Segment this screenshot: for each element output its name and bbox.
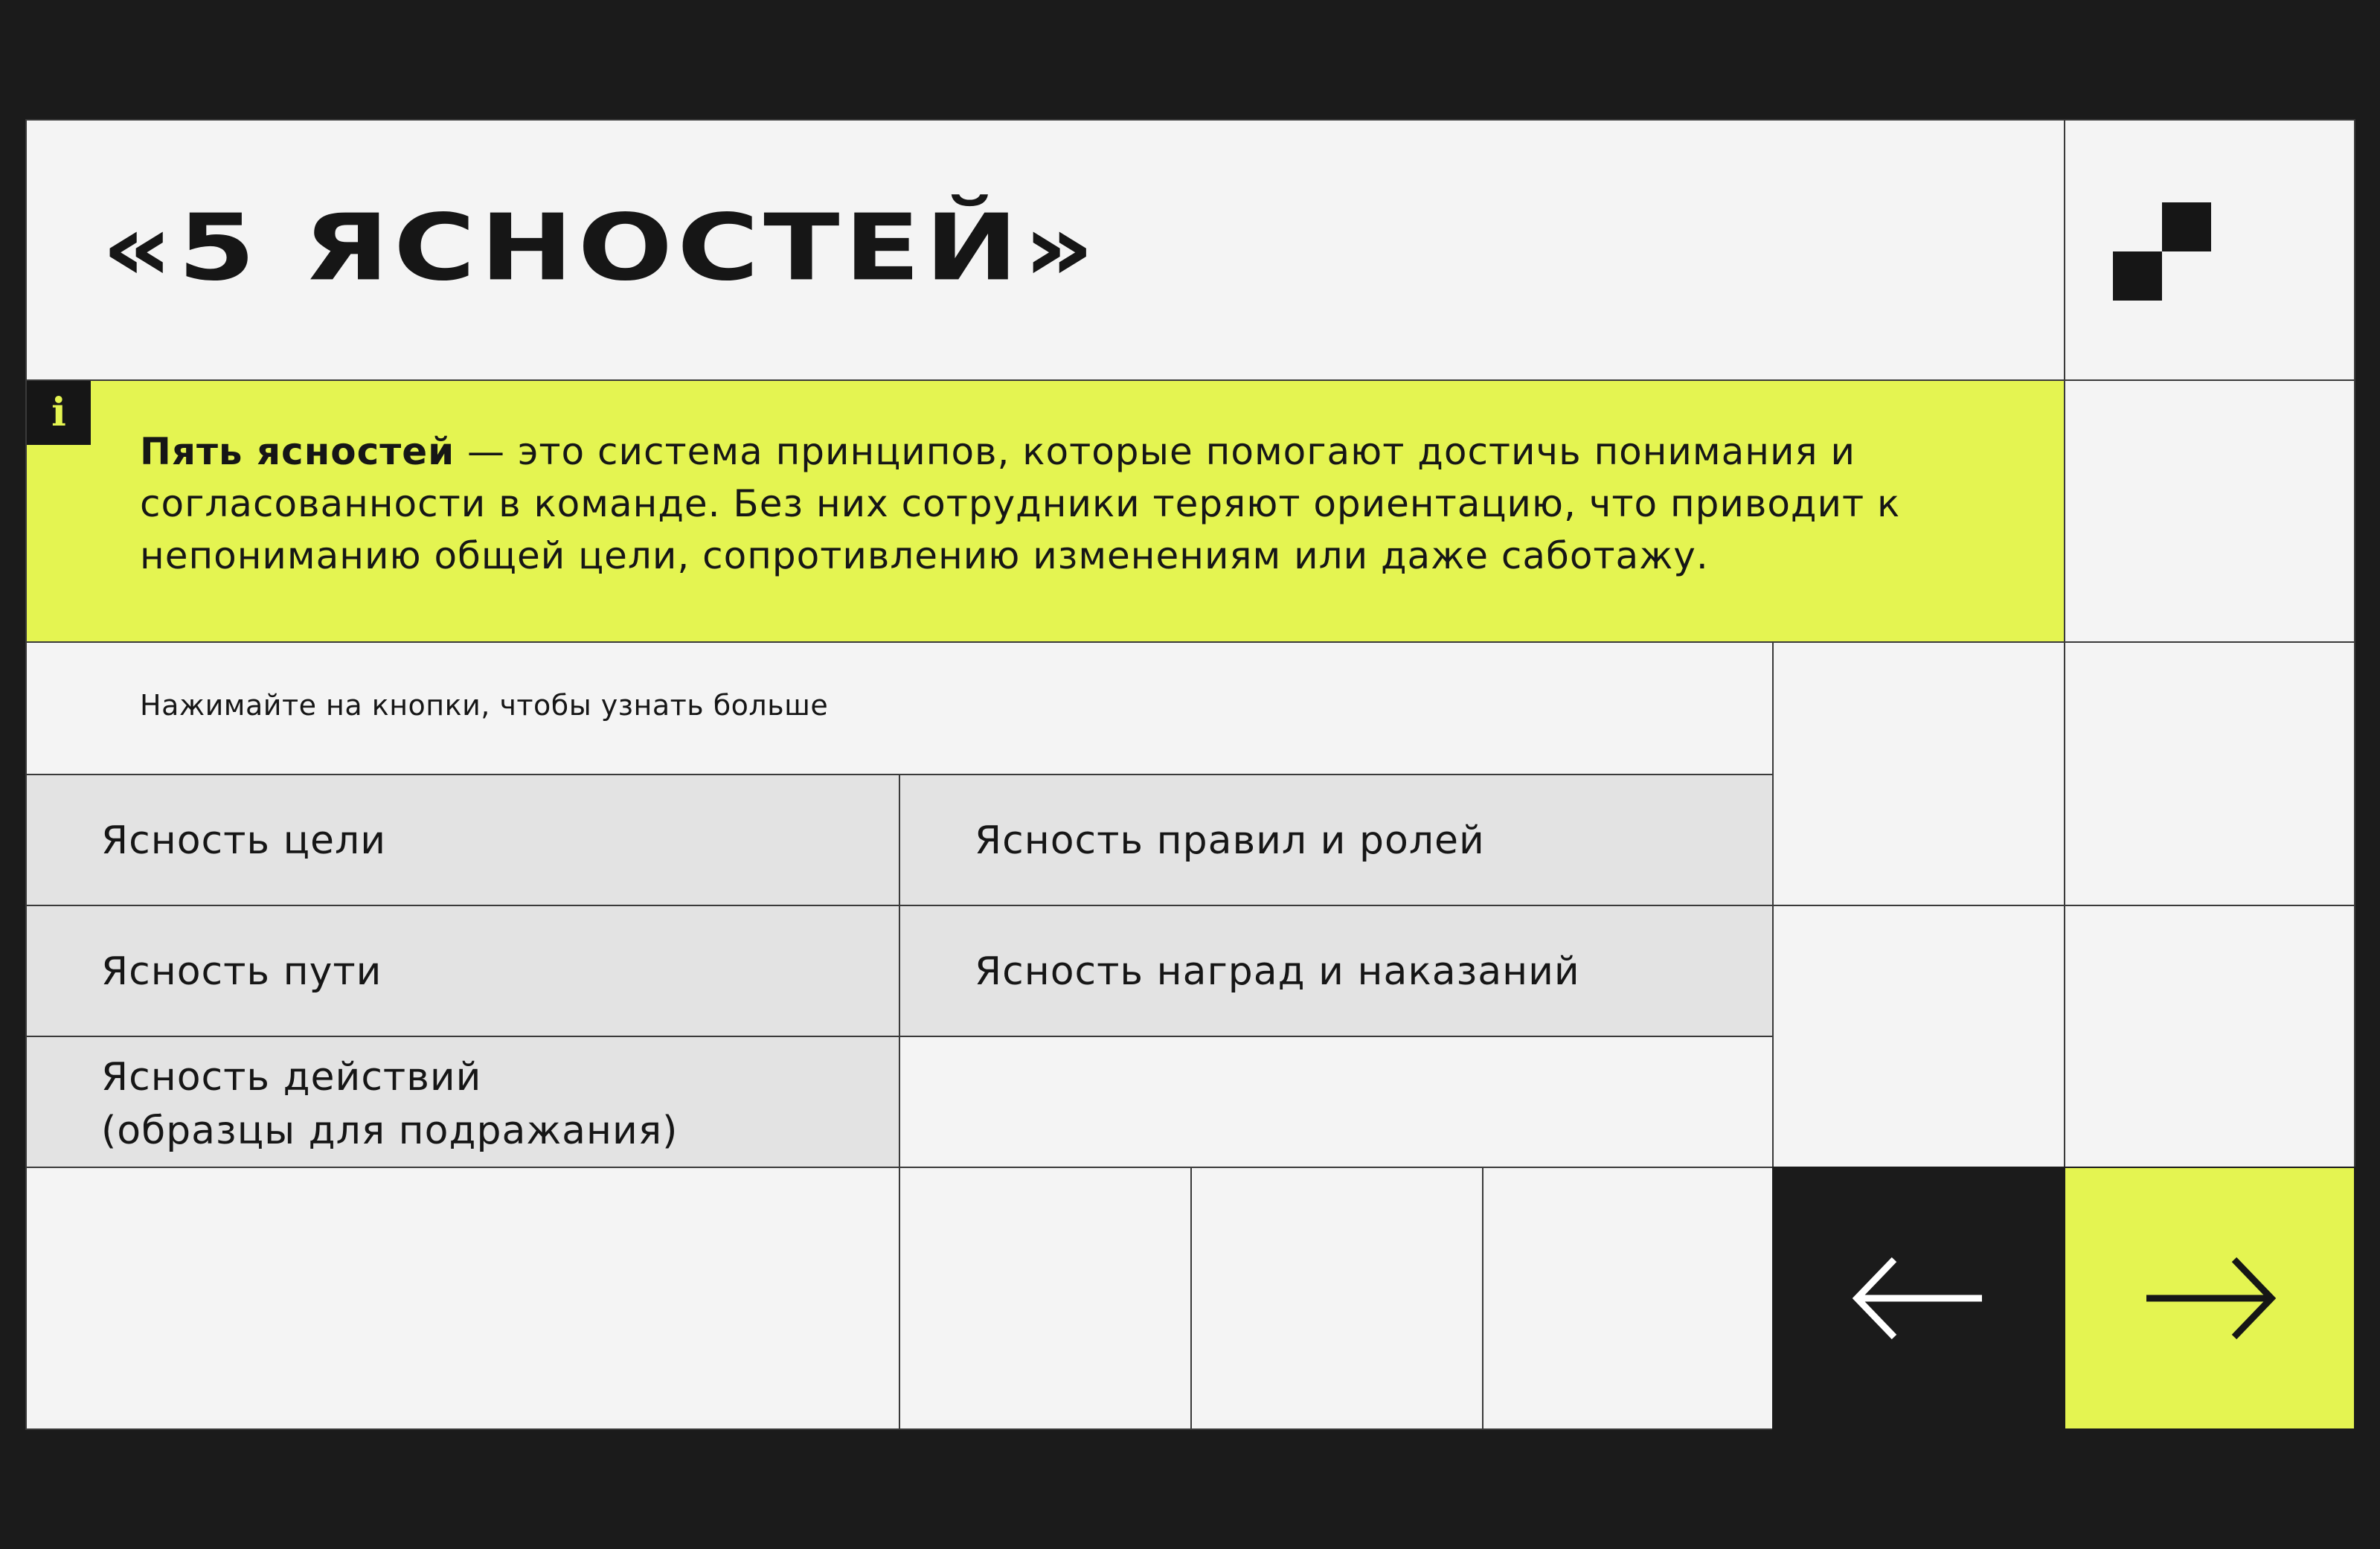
button-label: Ясность наград и наказаний (975, 949, 1580, 994)
arrow-left-icon (1848, 1254, 1989, 1343)
grid-cell (25, 1167, 900, 1430)
button-label: Ясность действий (образцы для подражания) (101, 1055, 679, 1153)
hint-panel (25, 641, 1774, 775)
grid-cell (899, 1167, 1192, 1430)
page-title: «5 ЯСНОСТЕЙ» (101, 195, 1100, 301)
grid-cell (899, 1036, 1774, 1168)
button-label: Ясность цели (101, 818, 387, 863)
grid-cell (2064, 905, 2355, 1168)
grid-cell (1190, 1167, 1484, 1430)
logo-panel (2064, 119, 2355, 381)
button-label: Ясность пути (101, 949, 382, 994)
grid-cell (2064, 379, 2355, 643)
clarity-rules-roles-button[interactable] (899, 774, 1774, 906)
grid-cell (2064, 641, 2355, 906)
clarity-path-button[interactable] (25, 905, 900, 1037)
info-text (140, 426, 2030, 582)
info-term: Пять ясностей (140, 430, 455, 473)
previous-button[interactable] (1772, 1167, 2065, 1430)
arrow-right-icon (2139, 1254, 2280, 1343)
hint-text: Нажимайте на кнопки, чтобы узнать больше (140, 689, 829, 722)
clarity-rewards-button[interactable] (899, 905, 1774, 1037)
button-label: Ясность правил и ролей (975, 818, 1485, 863)
next-button[interactable] (2064, 1167, 2355, 1430)
info-description: — это система принципов, которые помогают достичь понимания и согласованности в команде. Без них сотрудники теряют ориентацию, что приводит к непониманию общей цели, сопротивлению изменениям или даже саботажу. (140, 430, 1901, 577)
clarity-actions-button[interactable] (25, 1036, 900, 1168)
title-panel (25, 119, 2065, 381)
clarity-goal-button[interactable] (25, 774, 900, 906)
info-icon: i (27, 381, 91, 445)
grid-cell (1482, 1167, 1774, 1430)
info-panel (25, 379, 2065, 643)
grid-cell (1772, 905, 2065, 1168)
grid-cell (1772, 641, 2065, 906)
